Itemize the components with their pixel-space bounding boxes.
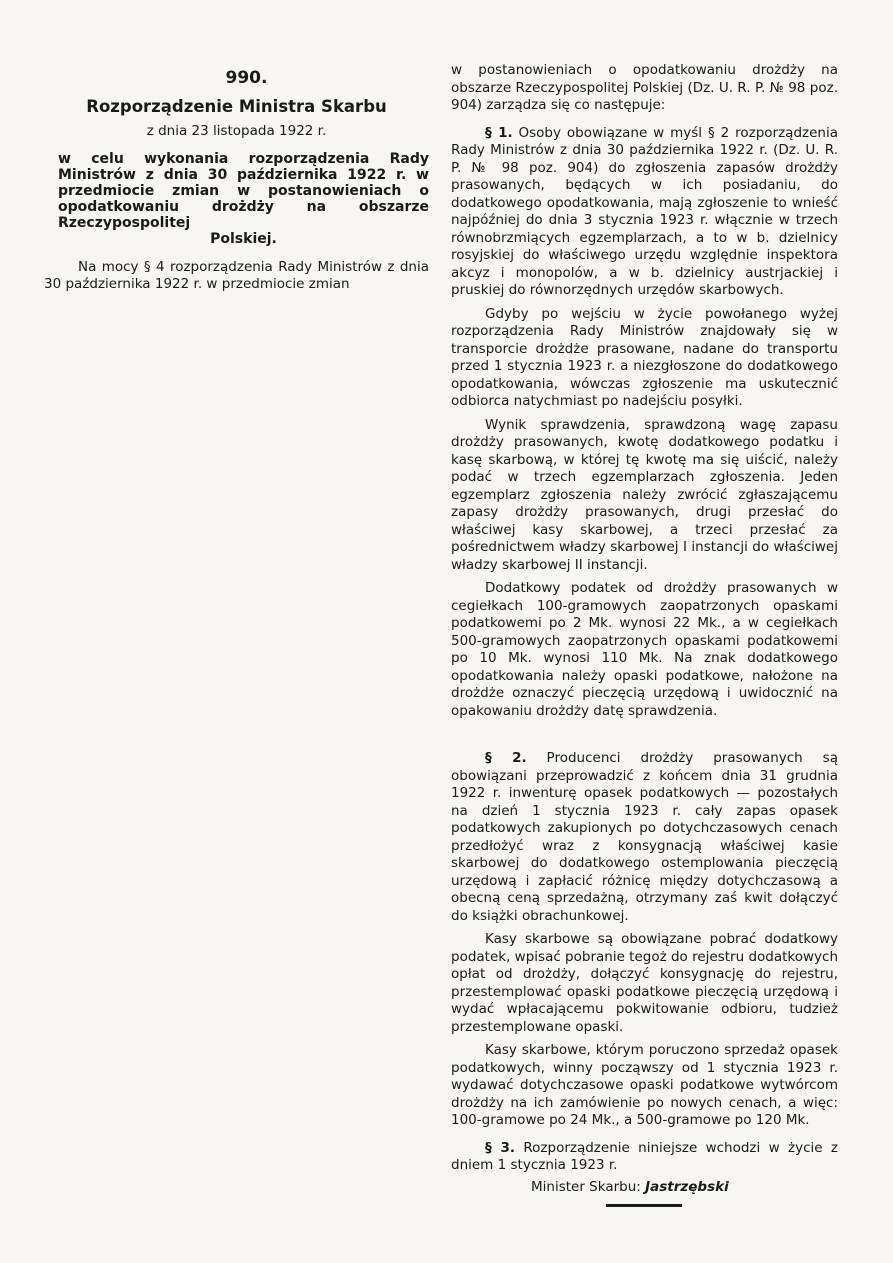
left-column [44,70,429,294]
closing-rule [606,1204,682,1207]
section-1-paragraph-2: Gdyby po wejściu w życie powołanego wyżej rozporządzenia Rady Ministrów znajdowały się w transporcie drożdże prasowane, nadane do transportu przed 1 stycznia 1923 r. a niezgłoszone do dodatkowego opodatkowania, wówczas zgłoszenie ma uskutecznić odbiorca natychmiast po nadejściu posyłki. [451,305,838,409]
section-2-paragraph-2: Kasy skarbowe są obowiązane pobrać dodatkowy podatek, wpisać pobranie tegoż do rejestru dodatkowych opłat od drożdży, dołączyć konsygnację do rejestru, przestemplować opaski podatkowe pieczęcią urzędową i wydać wpłacającemu pokwitowanie odbioru, tudzież przestemplowane opaski. [451,931,839,1035]
section-1-paragraph-3: Wynik sprawdzenia, sprawdzoną wagę zapasu drożdży prasowanych, kwotę dodatkowego podatku i kasę skarbową, w której tę kwotę ma się uiścić, należy podać w trzech egzemplarzach zgłoszenia. Jeden egzemplarz zgłoszenia należy zwrócić zgłaszającemu zapasy drożdży prasowanych, drugi przesłać do właściwej kasy skarbowej, a trzeci przesłać za pośrednictwem władzy skarbowej I instancji do właściwej władzy skarbowej II instancji. [451,416,838,573]
document-title: Rozporządzenie Ministra Skarbu [86,96,387,116]
preamble-right: w postanowieniach o opodatkowaniu drożdży na obszarze Rzeczypospolitej Polskiej (Dz. U. R. P. № 98 poz. 904) zarządza się co następuje: [451,62,838,113]
document-date: z dnia 23 listopada 1922 r. [146,123,327,139]
subject-main: w celu wykonania rozporządzenia Rady Ministrów z dnia 30 października 1922 r. w przedmiocie zmian w postanowieniach o opodatkowaniu drożdży na obszarze Rzeczypospolitej [58,150,429,231]
document-number: 990. [225,68,268,88]
section-3-text-1: Rozporządzenie niniejsze wchodzi w życie z dniem 1 stycznia 1923 r. [451,1139,838,1173]
document-subject [44,151,429,247]
signature-line [451,1179,838,1197]
section-1-paragraph-4: Dodatkowy podatek od drożdży prasowanych w cegiełkach 100-gramowych zaopatrzonych opaskami podatkowemi po 2 Mk. wynosi 22 Mk., a w cegiełkach 500-gramowych zaopatrzonych opaskami podatkowemi po 10 Mk. wynosi 110 Mk. Na znak dodatkowego opodatkowania należy opaski podatkowe, nałożone na drożdże oznaczyć pieczęcią urzędową i uwidocznić na opakowaniu drożdży datę sprawdzenia. [451,580,838,719]
section-1-mark: § 1. [485,124,513,141]
signature-label: Minister Skarbu: [531,1178,641,1195]
section-2-paragraph-1 [451,750,838,925]
section-3-mark: § 3. [485,1139,516,1156]
section-2-paragraph-3: Kasy skarbowe, którym poruczono sprzedaż opasek podatkowych, winny począwszy od 1 stycznia 1923 r. wydawać dotychczasowe opaski podatkowe wytwórcom drożdży na ich zamówienie po nowych cenach, a więc: 100-gramowe po 24 Mk., a 500-gramowe po 120 Mk. [451,1042,838,1128]
section-2-mark: § 2. [485,750,527,766]
preamble-left: Na mocy § 4 rozporządzenia Rady Ministrów z dnia 30 października 1922 r. w przedmiocie zmian [44,258,429,292]
signature-name: Jastrzębski [645,1178,729,1195]
section-1-text-1: Osoby obowiązane w myśl § 2 rozporządzenia Rady Ministrów z dnia 30 października 1922 r. (Dz. U. R. P. № 98 poz. 904) do zgłoszenia zapasów drożdży prasowanych, będących w ich posiadaniu, do dodatkowego opodatkowania, mają zgłoszenie to wnieść najpóźniej do dnia 3 stycznia 1923 r. włącznie w trzech równobrzmiących egzemplarzach, a to w b. dzielnicy rosyjskiej do właściwego urzędu względnie inspektora akcyz i monopolów, a w b. dzielnicy austrjackiej i pruskiej do równorzędnych urzędów skarbowych. [451,124,838,298]
section-3-paragraph-1 [451,1140,838,1175]
section-1-paragraph-1 [451,125,838,300]
subject-end: Polskiej. [210,230,277,247]
right-column [451,62,838,1196]
section-2-text-1: Producenci drożdży prasowanych są obowiązani przeprowadzić z końcem dnia 31 grudnia 1922 r. inwenturę opasek podatkowych — pozostałych na dzień 1 stycznia 1923 r. cały zapas opasek podatkowych zakupionych po dotychczasowych cenach przedłożyć wraz z konsygnacją właściwej kasie skarbowej do dodatkowego ostemplowania pieczęcią urzędową i zapłacić różnicę między dotychczasową a obecną ceną sprzedażną, otrzymany zaś kwit dołączyć do książki obrachunkowej. [451,750,838,924]
